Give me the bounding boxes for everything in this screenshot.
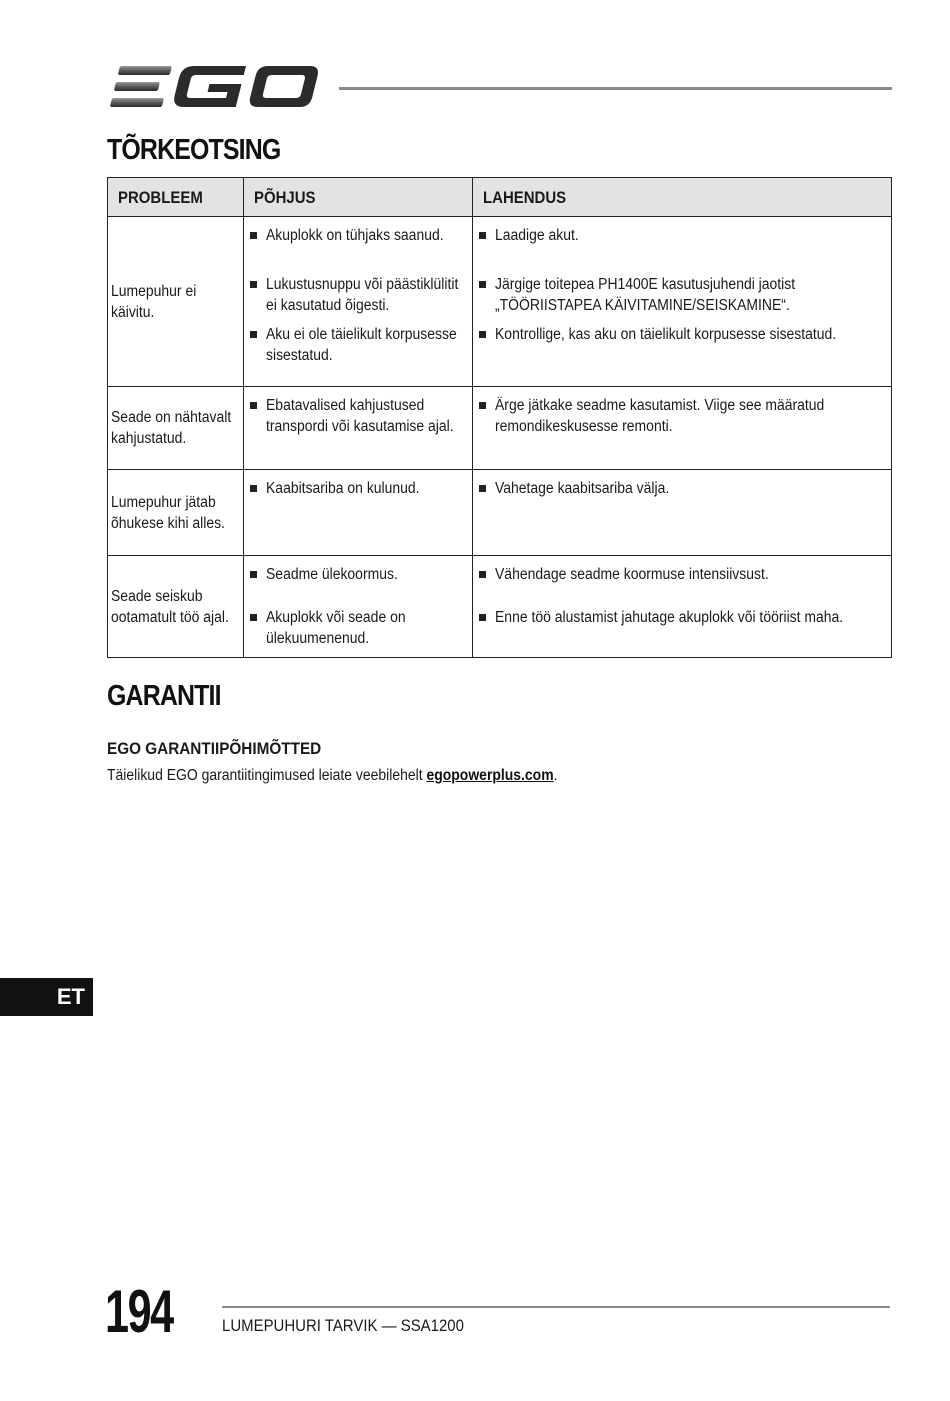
list-item: Seadme ülekoormus. [250,564,468,585]
bullet-icon [479,232,486,239]
solution-cell [473,217,892,387]
bullet-icon [250,232,257,239]
solution-cell [473,470,892,556]
cause-cell [244,217,473,387]
header-rule [339,87,892,90]
ego-logo [107,62,319,112]
table-header-row [108,178,892,217]
table-row [108,470,892,556]
problem-cell: Seade on nähtavalt kahjustatud. [108,387,244,470]
list-item: Järgige toitepea PH1400E kasutusjuhendi jaotist „TÖÖRIISTAPEA KÄIVITAMINE/SEISKAMINE“. [479,274,887,316]
bullet-icon [479,402,486,409]
warranty-subtitle: EGO GARANTIIPÕHIMÕTTED [107,739,322,758]
bullet-icon [250,571,257,578]
warranty-title: GARANTII [107,680,221,712]
bullet-icon [250,402,257,409]
column-header-cause: PÕHJUS [244,178,473,217]
warranty-link[interactable]: egopowerplus.com [426,767,554,784]
cause-cell [244,556,473,658]
list-item: Akuplokk on tühjaks saanud. [250,225,468,246]
problem-cell: Lumepuhur ei käivitu. [108,217,244,387]
troubleshooting-title: TÕRKEOTSING [107,134,281,166]
table-row [108,556,892,658]
list-item: Vähendage seadme koormuse intensiivsust. [479,564,887,585]
bullet-icon [479,331,486,338]
bullet-icon [250,331,257,338]
list-item: Ärge jätkake seadme kasutamist. Viige see määratud remondikeskusesse remonti. [479,395,887,437]
bullet-icon [479,614,486,621]
list-item: Lukustusnuppu või päästiklülitit ei kasutatud õigesti. [250,274,468,316]
svg-text:EGO: EGO [107,62,110,63]
table-row [108,217,892,387]
column-header-problem: PROBLEEM [108,178,244,217]
cause-cell [244,387,473,470]
list-item: Kontrollige, kas aku on täielikult korpusesse sisestatud. [479,324,887,345]
cause-cell [244,470,473,556]
list-item: Akuplokk või seade on ülekuumenenud. [250,607,468,649]
list-item: Kaabitsariba on kulunud. [250,478,468,499]
problem-cell: Seade seiskub ootamatult töö ajal. [108,556,244,658]
bullet-icon [250,485,257,492]
list-item: Laadige akut. [479,225,887,246]
list-item: Aku ei ole täielikult korpusesse sisestatud. [250,324,468,366]
table-row [108,387,892,470]
column-header-solution: LAHENDUS [473,178,892,217]
list-item: Ebatavalised kahjustused transpordi või kasutamise ajal. [250,395,468,437]
page-number: 194 [105,1278,173,1345]
list-item: Vahetage kaabitsariba välja. [479,478,887,499]
solution-cell [473,387,892,470]
language-tab: ET [0,978,93,1016]
problem-cell: Lumepuhur jätab õhukese kihi alles. [108,470,244,556]
footer-text: LUMEPUHURI TARVIK — SSA1200 [222,1316,464,1335]
footer-rule [222,1306,890,1308]
bullet-icon [250,614,257,621]
bullet-icon [250,281,257,288]
bullet-icon [479,485,486,492]
troubleshooting-table [107,177,892,658]
solution-cell [473,556,892,658]
bullet-icon [479,571,486,578]
warranty-text: Täielikud EGO garantiitingimused leiate veebilehelt egopowerplus.com. [107,767,558,784]
list-item: Enne töö alustamist jahutage akuplokk või tööriist maha. [479,607,887,628]
bullet-icon [479,281,486,288]
